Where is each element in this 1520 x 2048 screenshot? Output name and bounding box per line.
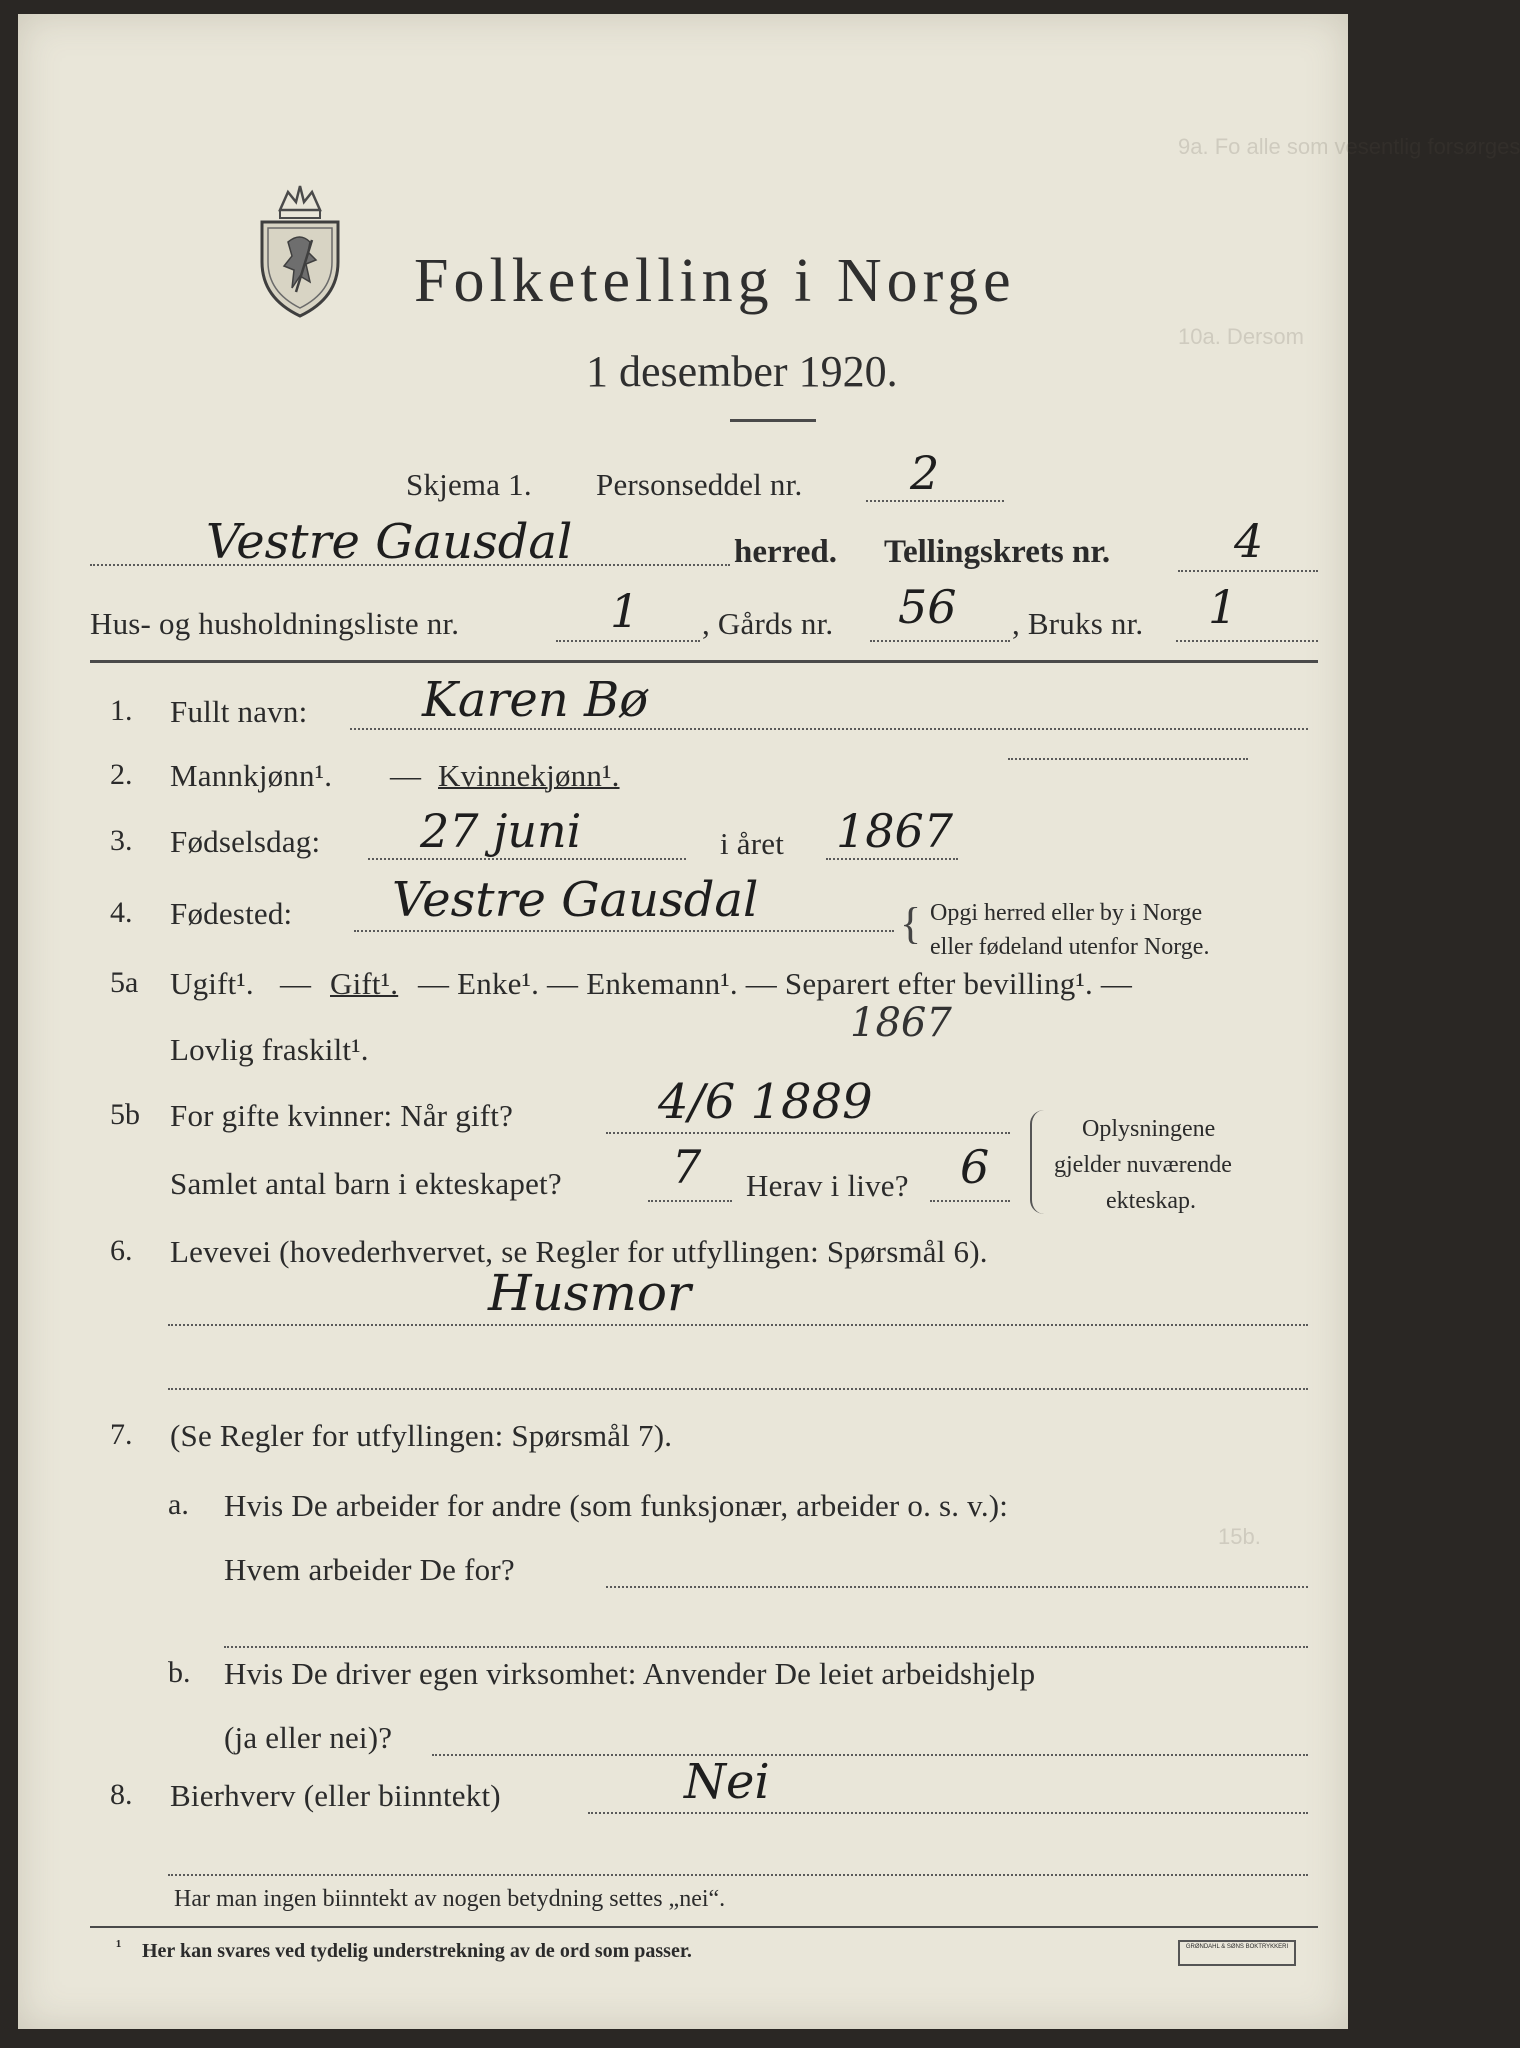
side-income-line [588,1812,1308,1814]
bleed-through: 9a. Fo alle som vesentlig forsørges [1178,134,1520,159]
q1-label: Fullt navn: [170,694,308,729]
married-line [606,1132,1010,1134]
census-date: 1 desember 1920. [586,347,898,396]
alive-value[interactable]: 6 [960,1140,990,1194]
q4-note-2: eller fødeland utenfor Norge. [930,934,1210,960]
birthplace-line [354,930,894,932]
q4-brace: { [900,899,922,948]
tellingskrets-value[interactable]: 4 [1234,514,1264,568]
q5b-label: For gifte kvinner: Når gift? [170,1098,514,1133]
gift-option[interactable]: Gift¹. [330,966,399,1001]
married-date-value[interactable]: 4/6 1889 [658,1074,873,1130]
lovlig-fraskilt-option[interactable]: Lovlig fraskilt¹. [170,1032,369,1067]
side-income-line-2[interactable] [168,1874,1308,1876]
gards-value[interactable]: 56 [898,580,957,634]
bruks-line [1176,640,1318,642]
children-label: Samlet antal barn i ekteskapet? [170,1166,562,1201]
bleed-through: 10a. Dersom [1178,324,1304,349]
q3-label: Fødselsdag: [170,824,321,859]
gards-line [870,640,1010,642]
male-option[interactable]: Mannkjønn¹. [170,758,333,793]
herred-value[interactable]: Vestre Gausdal [206,514,573,570]
personseddel-value[interactable]: 2 [910,446,940,500]
female-option[interactable]: Kvinnekjønn¹. [438,758,620,793]
skjema-label: Skjema 1. [406,467,532,502]
personseddel-line [866,500,1004,502]
year-label: i året [720,826,785,861]
birth-year-value[interactable]: 1867 [836,804,954,858]
census-form [18,14,1520,2029]
herred-label: herred. [734,534,837,570]
q5a-annotation: 1867 [850,1000,952,1046]
q6-number: 6. [110,1234,133,1267]
q5b-number: 5b [110,1098,140,1131]
bruks-value[interactable]: 1 [1208,580,1238,634]
q4-label: Fødested: [170,896,293,931]
coat-of-arms-icon [250,180,350,320]
q3-number: 3. [110,824,133,857]
gards-label: , Gårds nr. [702,606,834,641]
q7a-employer-label: Hvem arbeider De for? [224,1552,515,1587]
q2-dash: — [390,758,422,793]
q7b-label: (ja eller nei)? [224,1720,393,1755]
occupation-line-2 [168,1388,1308,1390]
q7-label: (Se Regler for utfyllingen: Spørsmål 7). [170,1418,673,1453]
children-line [648,1200,732,1202]
q7a-letter: a. [168,1488,189,1521]
q5a-number: 5a [110,966,139,999]
q7a-question: Hvis De arbeider for andre (som funksjonær, arbeider o. s. v.): [224,1488,1009,1523]
tellingskrets-line [1178,570,1318,572]
employer-line-2[interactable] [224,1646,1308,1648]
hus-line [556,640,700,642]
q2-number: 2. [110,758,133,791]
birthday-line [368,858,686,860]
side-income-value[interactable]: Nei [684,1754,770,1810]
occupation-line-1 [168,1324,1308,1326]
alive-line [930,1200,1010,1202]
ugift-option[interactable]: Ugift¹. [170,966,254,1001]
q2-faint-line [1008,758,1248,760]
employer-line-1[interactable] [606,1586,1308,1588]
full-name-value[interactable]: Karen Bø [422,672,649,728]
footer-rule [90,1926,1318,1928]
occupation-value[interactable]: Husmor [488,1264,691,1322]
q8-label: Bierhverv (eller biinntekt) [170,1778,501,1813]
hus-value[interactable]: 1 [610,584,640,638]
q1-line [350,728,1308,730]
q5a-other-options[interactable]: — Enke¹. — Enkemann¹. — Separert efter bevilling¹. — [418,966,1133,1001]
footer-note: Har man ingen biinntekt av nogen betydning settes „nei“. [174,1886,726,1912]
hus-label: Hus- og husholdningsliste nr. [90,606,460,641]
q4-note-1: Opgi herred eller by i Norge [930,900,1203,926]
q5b-note-1: Oplysningene [1082,1116,1216,1142]
tellingskrets-label: Tellingskrets nr. [884,534,1111,570]
footnote-text: Her kan svares ved tydelig understrekning av de ord som passer. [142,1940,692,1962]
header-rule [90,660,1318,663]
q1-number: 1. [110,694,133,727]
q5a-dash: — [280,966,312,1001]
q6-label: Levevei (hovederhvervet, se Regler for utfyllingen: Spørsmål 6). [170,1234,988,1269]
children-value[interactable]: 7 [672,1140,702,1194]
q5b-note-3: ekteskap. [1106,1188,1196,1214]
printer-stamp: GRØNDAHL & SØNS BOKTRYKKERI [1178,1940,1296,1966]
birthplace-value[interactable]: Vestre Gausdal [392,872,759,928]
personseddel-label: Personseddel nr. [596,467,803,502]
form-title: Folketelling i Norge [414,247,1016,315]
q5b-brace [1030,1110,1050,1214]
alive-label: Herav i live? [746,1168,909,1203]
q7b-letter: b. [168,1656,191,1689]
bleed-through: 15b. [1218,1524,1261,1549]
hired-help-line[interactable] [432,1754,1308,1756]
title-divider [730,419,816,422]
footnote-mark: ¹ [116,1936,122,1956]
q7-number: 7. [110,1418,133,1451]
bruks-label: , Bruks nr. [1012,606,1144,641]
q7b-question: Hvis De driver egen virksomhet: Anvender De leiet arbeidshjelp [224,1656,1036,1691]
q4-number: 4. [110,896,133,929]
q5b-note-2: gjelder nuværende [1054,1152,1232,1178]
birthday-value[interactable]: 27 juni [420,804,582,858]
q8-number: 8. [110,1778,133,1811]
year-line [826,858,958,860]
